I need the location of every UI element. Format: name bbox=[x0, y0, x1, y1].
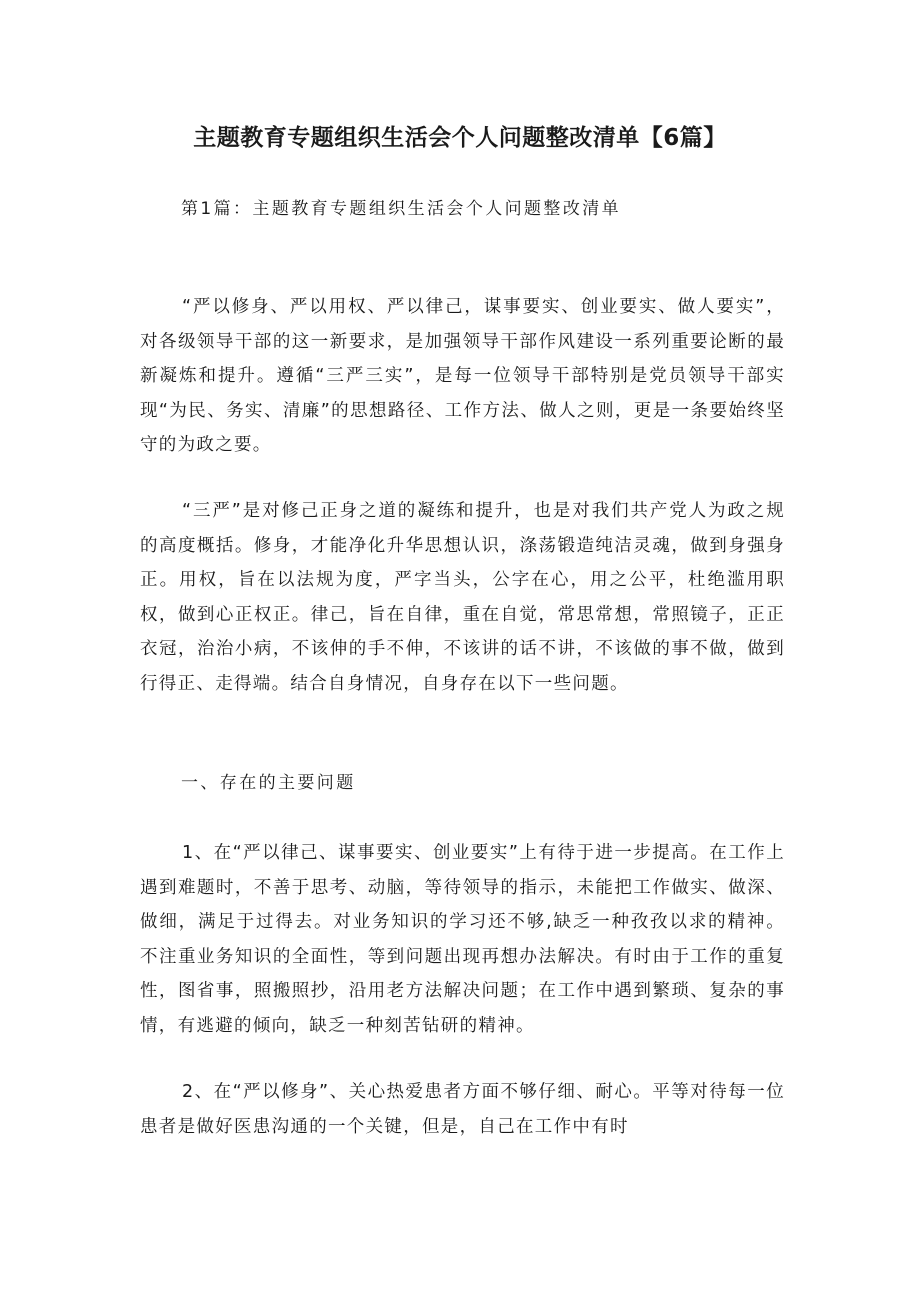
problem-item-2: 2、在“严以修身”、关心热爱患者方面不够仔细、耐心。平等对待每一位患者是做好医患沟通的一个关键，但是，自己在工作中有时 bbox=[140, 1082, 785, 1137]
intro-paragraph-1: “严以修身、严以用权、严以律己，谋事要实、创业要实、做人要实”，对各级领导干部的这一新要求，是加强领导干部作风建设一系列重要论断的最新凝炼和提升。遵循“三严三实”，是每一位领导干部特别是党员领导干部实现“为民、务实、清廉”的思想路径、工作方法、做人之则，更是一条要始终坚守的为政之要。 bbox=[140, 297, 785, 455]
problem-item-1: 1、在“严以律己、谋事要实、创业要实”上有待于进一步提高。在工作上遇到难题时，不善于思考、动脑，等待领导的指示，未能把工作做实、做深、做细，满足于过得去。对业务知识的学习还不够,缺乏一种孜孜以求的精神。不注重业务知识的全面性，等到问题出现再想办法解决。有时由于工作的重复性，图省事，照搬照抄，沿用老方法解决问题；在工作中遇到繁琐、复杂的事情，有逃避的倾向，缺乏一种刻苦钻研的精神。 bbox=[140, 843, 785, 1036]
document-title: 主题教育专题组织生活会个人问题整改清单【6篇】 bbox=[193, 125, 727, 151]
intro-paragraph-2: “三严”是对修己正身之道的凝练和提升，也是对我们共产党人为政之规的高度概括。修身，才能净化升华思想认识，涤荡锻造纯洁灵魂，做到身强身正。用权，旨在以法规为度，严字当头，公字在心，用之公平，杜绝滥用职权，做到心正权正。律己，旨在自律，重在自觉，常思常想，常照镜子，正正衣冠，治治小病，不该伸的手不伸，不该讲的话不讲，不该做的事不做，做到行得正、走得端。结合自身情况，自身存在以下一些问题。 bbox=[140, 501, 785, 694]
section-heading: 一、存在的主要问题 bbox=[181, 773, 356, 793]
chapter-subtitle: 第1篇：主题教育专题组织生活会个人问题整改清单 bbox=[181, 199, 622, 219]
